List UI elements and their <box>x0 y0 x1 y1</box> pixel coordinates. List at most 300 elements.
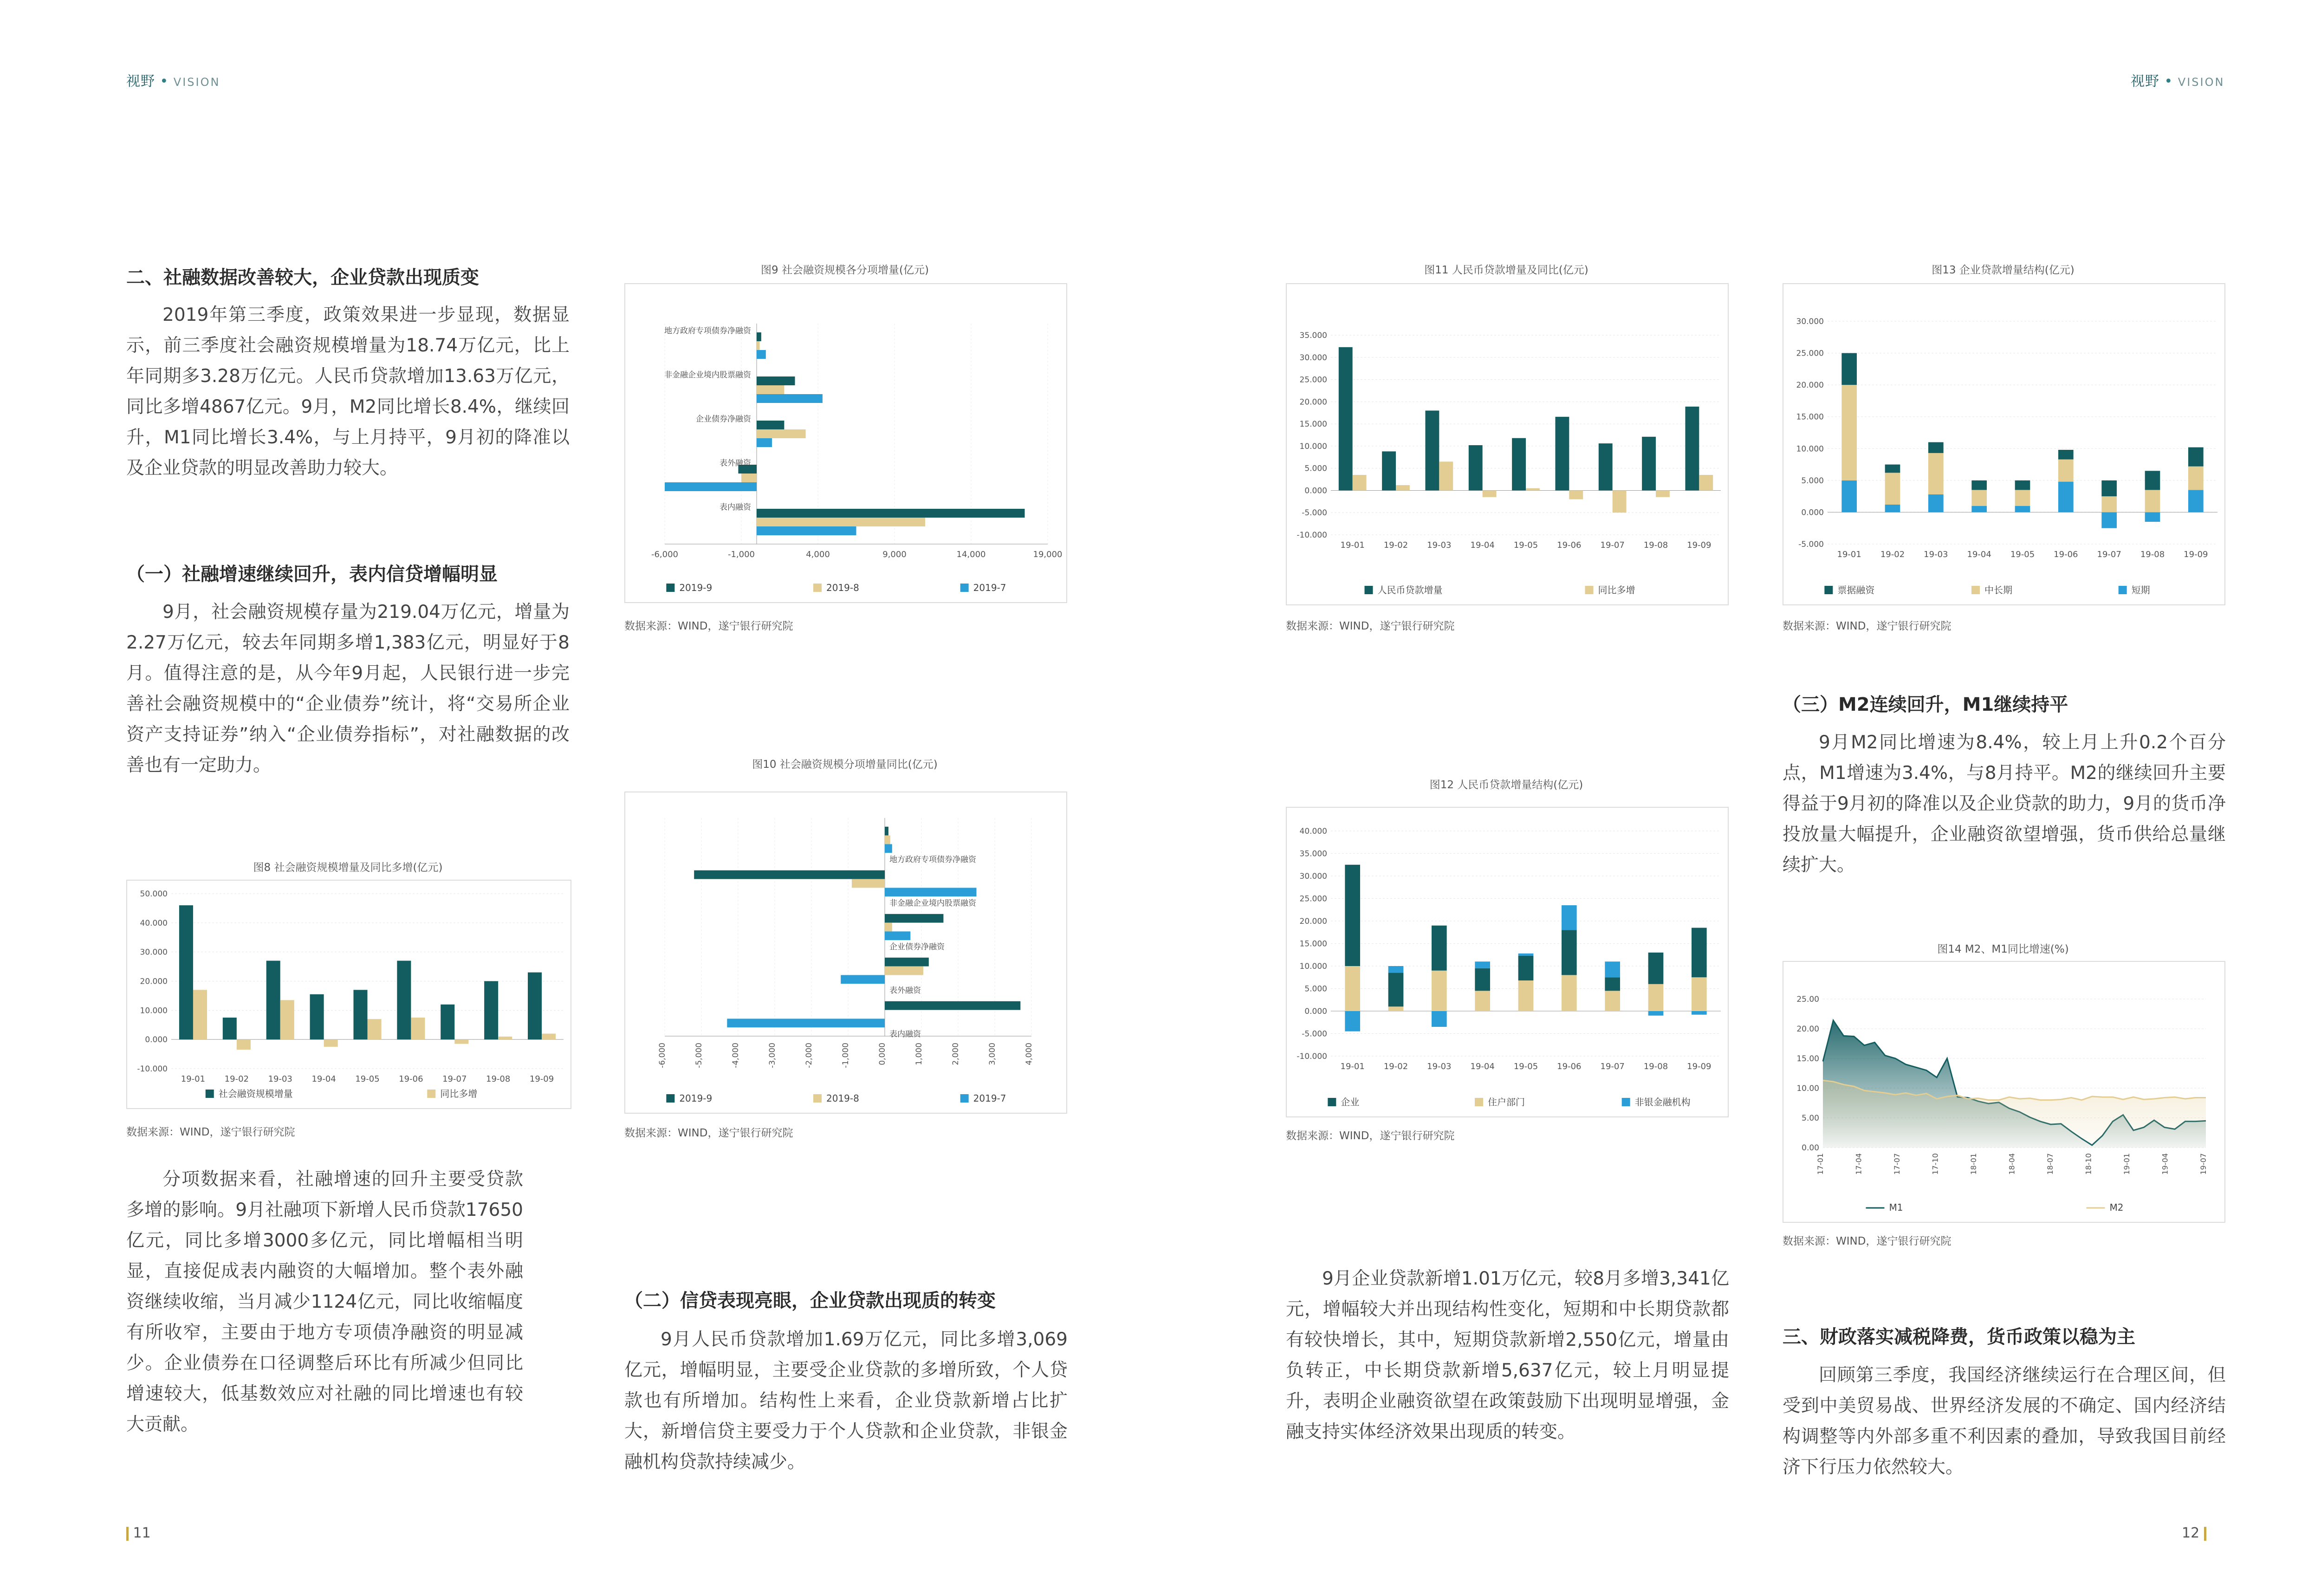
bar <box>1475 991 1490 1011</box>
category-label: 地方政府专项债券净融资 <box>889 855 976 865</box>
section-2-3-paragraph-1 <box>1783 727 2226 881</box>
legend-swatch <box>1824 586 1833 594</box>
x-tick-label: 19-08 <box>1643 1062 1668 1071</box>
bar <box>2015 506 2030 513</box>
legend-swatch <box>2119 586 2127 594</box>
legend-swatch <box>1328 1098 1336 1106</box>
y-tick-label: 35.000 <box>1299 849 1327 859</box>
x-tick-label: -3,000 <box>768 1043 777 1068</box>
y-tick-label: 10.000 <box>1299 962 1327 971</box>
legend-label: M2 <box>2109 1202 2124 1213</box>
legend-label: 2019-7 <box>973 1093 1006 1104</box>
fig9-frame <box>624 283 1067 603</box>
bar <box>1475 961 1490 968</box>
section-2-2-paragraph-2 <box>1286 1264 1729 1447</box>
bar <box>757 421 784 429</box>
bar <box>1339 347 1353 491</box>
x-tick-label: 19,000 <box>1033 550 1063 559</box>
header-left <box>126 70 220 90</box>
x-tick-label: 19-01 <box>2122 1153 2131 1175</box>
legend-label: 同比多增 <box>440 1088 478 1099</box>
bar <box>1692 977 1707 1011</box>
fig10-frame <box>624 792 1067 1114</box>
legend-swatch <box>1475 1098 1483 1106</box>
x-tick-label: -6,000 <box>658 1043 667 1068</box>
bar <box>885 844 892 853</box>
legend-label: 2019-9 <box>679 1093 713 1104</box>
fig13-frame <box>1783 283 2225 605</box>
bar <box>757 509 1025 518</box>
legend-label: 短期 <box>2131 584 2150 596</box>
x-tick-label: 19-02 <box>1383 540 1408 550</box>
bar <box>454 1039 468 1044</box>
bar <box>2188 490 2204 512</box>
x-tick-label: 19-09 <box>1687 1062 1712 1071</box>
header-right-cn: 视野 <box>2131 73 2159 90</box>
bar <box>757 394 823 403</box>
x-tick-label: 19-02 <box>224 1074 249 1084</box>
legend-swatch <box>960 1094 969 1103</box>
bar <box>757 438 772 447</box>
paragraph-text: 2019年第三季度，政策效果进一步显现，数据显示，前三季度社会融资规模增量为18.74万亿元，比上年同期多3.28万亿元。人民币贷款增加13.63万亿元，同比多增4867亿元。9月，M2同比增长8.4%，继续回升，M1同比增长3.4%，与上月持平，9月初的降准以及企业贷款的明显改善助力较大。 <box>126 305 570 479</box>
x-tick-label: 19-06 <box>1557 1062 1582 1071</box>
x-tick-label: 4,000 <box>806 550 830 559</box>
legend-label: 2019-8 <box>826 582 859 593</box>
y-tick-label: -5.000 <box>1302 1029 1327 1039</box>
bar <box>885 827 888 836</box>
bar <box>1885 465 1900 473</box>
x-tick-label: 19-01 <box>181 1074 206 1084</box>
x-tick-label: 19-02 <box>1383 1062 1408 1071</box>
bar <box>1518 980 1534 1011</box>
header-right-en: VISION <box>2178 76 2225 89</box>
legend-swatch <box>427 1090 435 1098</box>
legend-swatch <box>666 584 674 592</box>
x-tick-label: 19-09 <box>1687 540 1712 550</box>
fig12-source: 数据来源：WIND，遂宁银行研究院 <box>1286 1130 1455 1142</box>
bar <box>310 994 324 1039</box>
bar <box>885 914 943 923</box>
bar <box>1345 966 1360 1011</box>
bar <box>2058 450 2074 460</box>
bar <box>741 474 757 482</box>
y-tick-label: 20.00 <box>1796 1025 1819 1034</box>
bar <box>1885 473 1900 505</box>
y-tick-label: 0.00 <box>1802 1143 1819 1153</box>
bar <box>694 870 885 879</box>
bar <box>1483 490 1497 497</box>
bar <box>2101 480 2117 496</box>
x-tick-label: 17-01 <box>1816 1153 1825 1175</box>
bar <box>1928 442 1944 453</box>
category-label: 表内融资 <box>889 1030 921 1039</box>
y-tick-label: 25.00 <box>1796 995 1819 1004</box>
legend-label: 社会融资规模增量 <box>218 1088 293 1099</box>
y-tick-label: -10.000 <box>1297 1052 1327 1061</box>
y-tick-label: 15.00 <box>1796 1054 1819 1064</box>
category-label: 地方政府专项债券净融资 <box>664 326 751 336</box>
bar <box>1841 480 1857 513</box>
y-tick-label: 5.000 <box>1304 464 1327 474</box>
x-tick-label: 19-01 <box>1837 550 1861 559</box>
fig10-source: 数据来源：WIND，遂宁银行研究院 <box>624 1127 793 1139</box>
fig14-title: 图14 M2、M1同比增速(%) <box>1937 943 2069 955</box>
bar <box>1685 407 1699 491</box>
bar <box>885 931 910 940</box>
x-tick-label: 19-08 <box>1643 540 1668 550</box>
y-tick-label: 30.000 <box>1299 353 1327 363</box>
x-tick-label: 19-01 <box>1340 1062 1365 1071</box>
y-tick-label: 30.000 <box>140 947 168 957</box>
y-tick-label: -5.000 <box>1302 508 1327 518</box>
x-tick-label: -1,000 <box>841 1043 850 1068</box>
legend-swatch <box>1365 586 1373 594</box>
y-tick-label: -10.000 <box>137 1064 168 1074</box>
y-tick-label: 10.000 <box>1299 441 1327 451</box>
bar <box>1388 973 1404 1007</box>
header-right <box>2131 70 2224 90</box>
section-3-title: 三、财政落实减税降费，货币政策以稳为主 <box>1783 1326 2135 1348</box>
header-dot: • <box>2164 73 2173 90</box>
y-tick-label: 0.000 <box>1304 1007 1327 1016</box>
bar <box>280 1000 294 1039</box>
fig10-chart <box>625 792 1066 1113</box>
x-tick-label: 19-08 <box>486 1074 511 1084</box>
bar <box>757 332 761 341</box>
y-tick-label: 15.000 <box>1796 412 1824 422</box>
page-number-text: 11 <box>133 1525 151 1541</box>
bar <box>484 981 498 1040</box>
legend-label: 2019-9 <box>679 582 713 593</box>
y-tick-label: -10.000 <box>1297 531 1327 540</box>
bar <box>1971 490 1987 506</box>
y-tick-label: 20.000 <box>1299 397 1327 407</box>
x-tick-label: 19-04 <box>311 1074 336 1084</box>
page-number-right <box>2182 1525 2206 1541</box>
page-number-left <box>126 1525 151 1541</box>
bar <box>1648 984 1664 1011</box>
bar <box>727 1019 885 1027</box>
x-tick-label: 19-04 <box>1470 540 1495 550</box>
bar <box>1555 417 1569 491</box>
bar <box>885 836 890 844</box>
bar <box>1388 1006 1404 1011</box>
bar <box>498 1037 512 1039</box>
bar <box>223 1018 237 1039</box>
x-tick-label: 19-09 <box>529 1074 554 1084</box>
fig9-title: 图9 社会融资规模各分项增量(亿元) <box>761 264 929 276</box>
legend-label: 票据融资 <box>1837 584 1875 596</box>
x-tick-label: 19-05 <box>355 1074 380 1084</box>
bar <box>324 1039 338 1047</box>
bar <box>441 1005 454 1039</box>
bar <box>1971 506 1987 513</box>
section-3-paragraph-1 <box>1783 1360 2226 1483</box>
paragraph-text: 9月企业贷款新增1.01万亿元，较8月多增3,341亿元，增幅较大并出现结构性变化，短期和中长期贷款都有较快增长，其中，短期贷款新增2,550亿元，增量由负转正，中长期贷款新增5,637亿元，较上月明显提升，表明企业融资欲望在政策鼓励下出现明显增强，金融支持实体经济效果出现质的转变。 <box>1286 1268 1729 1442</box>
header-left-en: VISION <box>173 76 220 89</box>
x-tick-label: 3,000 <box>988 1043 997 1065</box>
y-tick-label: 20.000 <box>1796 381 1824 390</box>
paragraph-text: 回顾第三季度，我国经济继续运行在合理区间，但受到中美贸易战、世界经济发展的不确定、国内经济结构调整等内外部多重不利因素的叠加，导致我国目前经济下行压力依然较大。 <box>1783 1365 2226 1478</box>
bar <box>266 961 280 1040</box>
section-2-1-paragraph-2 <box>126 1164 523 1440</box>
fig11-source: 数据来源：WIND，遂宁银行研究院 <box>1286 620 1455 632</box>
header-left-cn: 视野 <box>126 73 155 90</box>
bar <box>885 958 929 967</box>
category-label: 非金融企业境内股票融资 <box>889 899 976 908</box>
legend-label: 人民币贷款增量 <box>1377 584 1443 596</box>
page-marker <box>126 1527 129 1541</box>
fig12-title: 图12 人民币贷款增量结构(亿元) <box>1429 779 1583 791</box>
bar <box>2101 512 2117 528</box>
x-tick-label: 19-04 <box>2160 1153 2170 1175</box>
fig13-chart <box>1783 284 2224 604</box>
bar <box>1605 991 1620 1011</box>
fig14-frame <box>1783 961 2225 1223</box>
section-2-1-paragraph-1 <box>126 597 570 781</box>
bar <box>885 888 977 896</box>
legend-swatch <box>1585 586 1594 594</box>
bar <box>757 376 795 385</box>
paragraph-text: 分项数据来看，社融增速的回升主要受贷款多增的影响。9月社融项下新增人民币贷款17650亿元，同比多增3000多亿元，同比增幅相当明显，直接促成表内融资的大幅增加。整个表外融资继续收缩，当月减少1124亿元，同比收缩幅度有所收窄，主要由于地方专项债净融资的明显减少。企业债券在口径调整后环比有所减少但同比增速较大，低基数效应对社融的同比增速也有较大贡献。 <box>126 1169 523 1435</box>
bar <box>1699 475 1713 490</box>
page-marker <box>2204 1527 2206 1541</box>
bar <box>2058 460 2074 482</box>
bar <box>1345 865 1360 966</box>
y-tick-label: 40.000 <box>140 918 168 928</box>
y-tick-label: 15.000 <box>1299 420 1327 429</box>
bar <box>757 385 784 394</box>
x-tick-label: 18-10 <box>2084 1153 2093 1175</box>
legend-label: 企业 <box>1341 1096 1360 1108</box>
fig8-title: 图8 社会融资规模增量及同比多增(亿元) <box>253 862 443 874</box>
bar <box>2145 490 2160 512</box>
fig14-chart <box>1783 962 2224 1222</box>
header-dot: • <box>160 73 169 90</box>
bar <box>757 518 925 526</box>
x-tick-label: 19-05 <box>1513 1062 1538 1071</box>
x-tick-label: 19-03 <box>268 1074 292 1084</box>
bar <box>411 1018 425 1039</box>
fig14-source: 数据来源：WIND，遂宁银行研究院 <box>1783 1235 1951 1247</box>
legend-label: 中长期 <box>1984 584 2012 596</box>
legend-swatch <box>666 1094 674 1103</box>
page-number-text: 12 <box>2182 1525 2200 1541</box>
x-tick-label: 17-04 <box>1854 1153 1863 1175</box>
legend-swatch <box>960 584 969 592</box>
bar <box>2145 512 2160 522</box>
fig11-chart <box>1287 284 1728 604</box>
fig12-chart <box>1287 808 1728 1116</box>
y-tick-label: 30.000 <box>1299 872 1327 881</box>
fig9-source: 数据来源：WIND，遂宁银行研究院 <box>624 620 793 632</box>
category-label: 表外融资 <box>720 459 751 468</box>
x-tick-label: 19-07 <box>1600 1062 1625 1071</box>
y-tick-label: 20.000 <box>1299 917 1327 926</box>
bar <box>1562 975 1577 1011</box>
bar <box>1841 385 1857 480</box>
y-tick-label: 50.000 <box>140 889 168 899</box>
legend-swatch <box>813 584 822 592</box>
y-tick-label: 25.000 <box>1796 349 1824 358</box>
bar <box>528 973 542 1040</box>
x-tick-label: 9,000 <box>882 550 907 559</box>
bar <box>1642 437 1656 491</box>
fig13-title: 图13 企业贷款增量结构(亿元) <box>1932 264 2075 276</box>
bar <box>1841 353 1857 385</box>
y-tick-label: 0.000 <box>1801 508 1824 518</box>
bar <box>1469 445 1483 490</box>
x-tick-label: 19-03 <box>1427 540 1452 550</box>
legend-label: 2019-7 <box>973 582 1006 593</box>
legend-label: 2019-8 <box>826 1093 859 1104</box>
bar <box>1512 438 1526 491</box>
paragraph-text: 9月M2同比增速为8.4%，较上月上升0.2个百分点，M1增速为3.4%，与8月持平。M2的继续回升主要得益于9月初的降准以及企业贷款的助力，9月的货币净投放量大幅提升，企业融资欲望增强，货币供给总量继续扩大。 <box>1783 732 2226 876</box>
bar <box>1648 1011 1664 1016</box>
bar <box>885 923 892 932</box>
bar <box>368 1019 382 1039</box>
bar <box>1382 451 1396 490</box>
bar <box>841 975 885 984</box>
bar <box>1928 494 1944 512</box>
x-tick-label: 14,000 <box>956 550 986 559</box>
bar <box>1432 1011 1447 1027</box>
x-tick-label: 19-06 <box>1557 540 1582 550</box>
bar <box>397 961 411 1040</box>
bar <box>1692 928 1707 978</box>
bar <box>757 526 856 535</box>
bar <box>1648 953 1664 984</box>
bar <box>885 967 923 975</box>
y-tick-label: 35.000 <box>1299 331 1327 340</box>
x-tick-label: 19-05 <box>2010 550 2035 559</box>
x-tick-label: 19-07 <box>1600 540 1625 550</box>
x-tick-label: 19-06 <box>399 1074 423 1084</box>
x-tick-label: 1,000 <box>914 1043 924 1065</box>
bar <box>2015 490 2030 506</box>
bar <box>1518 954 1534 956</box>
x-tick-label: -1,000 <box>727 550 755 559</box>
x-tick-label: -4,000 <box>731 1043 740 1068</box>
category-label: 企业债券净融资 <box>696 415 751 424</box>
legend-label: 非银金融机构 <box>1634 1096 1691 1108</box>
bar <box>1971 480 1987 490</box>
y-tick-label: 0.000 <box>145 1035 168 1045</box>
x-tick-label: -2,000 <box>804 1043 814 1068</box>
bar <box>1885 505 1900 512</box>
fig8-chart <box>127 881 571 1108</box>
bar <box>193 990 207 1039</box>
bar <box>1526 488 1540 491</box>
x-tick-label: 4,000 <box>1024 1043 1034 1065</box>
x-tick-label: 19-09 <box>2184 550 2208 559</box>
bar <box>1518 956 1534 980</box>
y-tick-label: 10.000 <box>1796 444 1824 454</box>
y-tick-label: 0.000 <box>1304 486 1327 496</box>
category-label: 非金融企业境内股票融资 <box>664 370 751 380</box>
legend-label: 住户部门 <box>1488 1096 1525 1108</box>
section-2-1-title: （一）社融增速继续回升，表内信贷增幅明显 <box>126 564 498 585</box>
bar <box>1425 410 1439 490</box>
y-tick-label: 5.000 <box>1304 984 1327 994</box>
bar <box>1605 961 1620 977</box>
bar <box>1396 485 1410 490</box>
y-tick-label: 30.000 <box>1796 317 1824 326</box>
legend-label: M1 <box>1889 1202 1903 1213</box>
bar <box>1569 490 1583 499</box>
category-label: 表内融资 <box>720 503 751 512</box>
x-tick-label: 19-02 <box>1880 550 1905 559</box>
bar <box>1388 966 1404 973</box>
legend-swatch <box>206 1090 214 1098</box>
bar <box>1928 453 1944 494</box>
x-tick-label: 17-10 <box>1931 1153 1940 1175</box>
legend-swatch <box>1622 1098 1630 1106</box>
legend-swatch <box>813 1094 822 1103</box>
x-tick-label: 19-07 <box>2097 550 2121 559</box>
y-tick-label: 20.000 <box>140 977 168 986</box>
bar <box>1656 490 1670 497</box>
y-tick-label: 5.000 <box>1801 476 1824 486</box>
x-tick-label: 19-07 <box>2199 1153 2208 1175</box>
y-tick-label: 10.000 <box>140 1006 168 1016</box>
paragraph-text: 9月人民币贷款增加1.69万亿元，同比多增3,069亿元，增幅明显，主要受企业贷款的多增所致，个人贷款也有所增加。结构性上来看，企业贷款新增占比扩大，新增信贷主要受力于个人贷款和企业贷款，非银金融机构贷款持续减少。 <box>624 1329 1068 1473</box>
x-tick-label: 19-08 <box>2140 550 2165 559</box>
fig11-frame <box>1286 283 1729 605</box>
x-tick-label: 18-01 <box>1969 1153 1978 1175</box>
x-tick-label: 18-07 <box>2046 1153 2055 1175</box>
x-tick-label: 19-06 <box>2054 550 2078 559</box>
y-tick-label: 10.00 <box>1796 1084 1819 1093</box>
legend-swatch <box>1971 586 1980 594</box>
fig11-title: 图11 人民币贷款增量及同比(亿元) <box>1424 264 1588 276</box>
x-tick-label: 19-04 <box>1967 550 1991 559</box>
bar <box>1353 475 1367 490</box>
x-tick-label: 19-05 <box>1513 540 1538 550</box>
bar <box>757 429 806 438</box>
section-2-2-paragraph-1 <box>624 1324 1068 1478</box>
bar <box>1692 1011 1707 1015</box>
bar <box>757 350 766 359</box>
bar <box>2145 471 2160 490</box>
x-tick-label: -5,000 <box>694 1043 704 1068</box>
bar <box>2058 482 2074 513</box>
x-tick-label: 19-03 <box>1427 1062 1452 1071</box>
x-tick-label: 18-04 <box>2007 1153 2016 1175</box>
x-tick-label: 19-04 <box>1470 1062 1495 1071</box>
y-tick-label: 25.000 <box>1299 894 1327 904</box>
bar <box>179 905 193 1039</box>
section-2-2-title: （二）信贷表现亮眼，企业贷款出现质的转变 <box>624 1290 996 1311</box>
bar <box>1439 461 1453 490</box>
section-2-paragraph-1 <box>126 300 570 484</box>
bar <box>885 1001 1020 1010</box>
paragraph-text: 9月，社会融资规模存量为219.04万亿元，增量为2.27万亿元，较去年同期多增1,383亿元，明显好于8月。值得注意的是，从今年9月起，人民银行进一步完善社会融资规模中的“企业债券”统计，将“交易所企业资产支持证券”纳入“企业债券指标”，对社融数据的改善也有一定助力。 <box>126 602 570 776</box>
y-tick-label: 15.000 <box>1299 939 1327 949</box>
category-label: 企业债券净融资 <box>889 942 945 952</box>
bar <box>665 482 757 491</box>
bar <box>2015 480 2030 490</box>
bar <box>1345 1011 1360 1032</box>
bar <box>852 879 885 888</box>
bar <box>757 341 760 350</box>
bar <box>2188 448 2204 467</box>
x-tick-label: 19-07 <box>442 1074 467 1084</box>
section-2-3-title: （三）M2连续回升，M1继续持平 <box>1783 694 2068 715</box>
bar <box>2101 496 2117 512</box>
fig8-frame <box>126 880 571 1109</box>
x-tick-label: 0,000 <box>878 1043 887 1065</box>
